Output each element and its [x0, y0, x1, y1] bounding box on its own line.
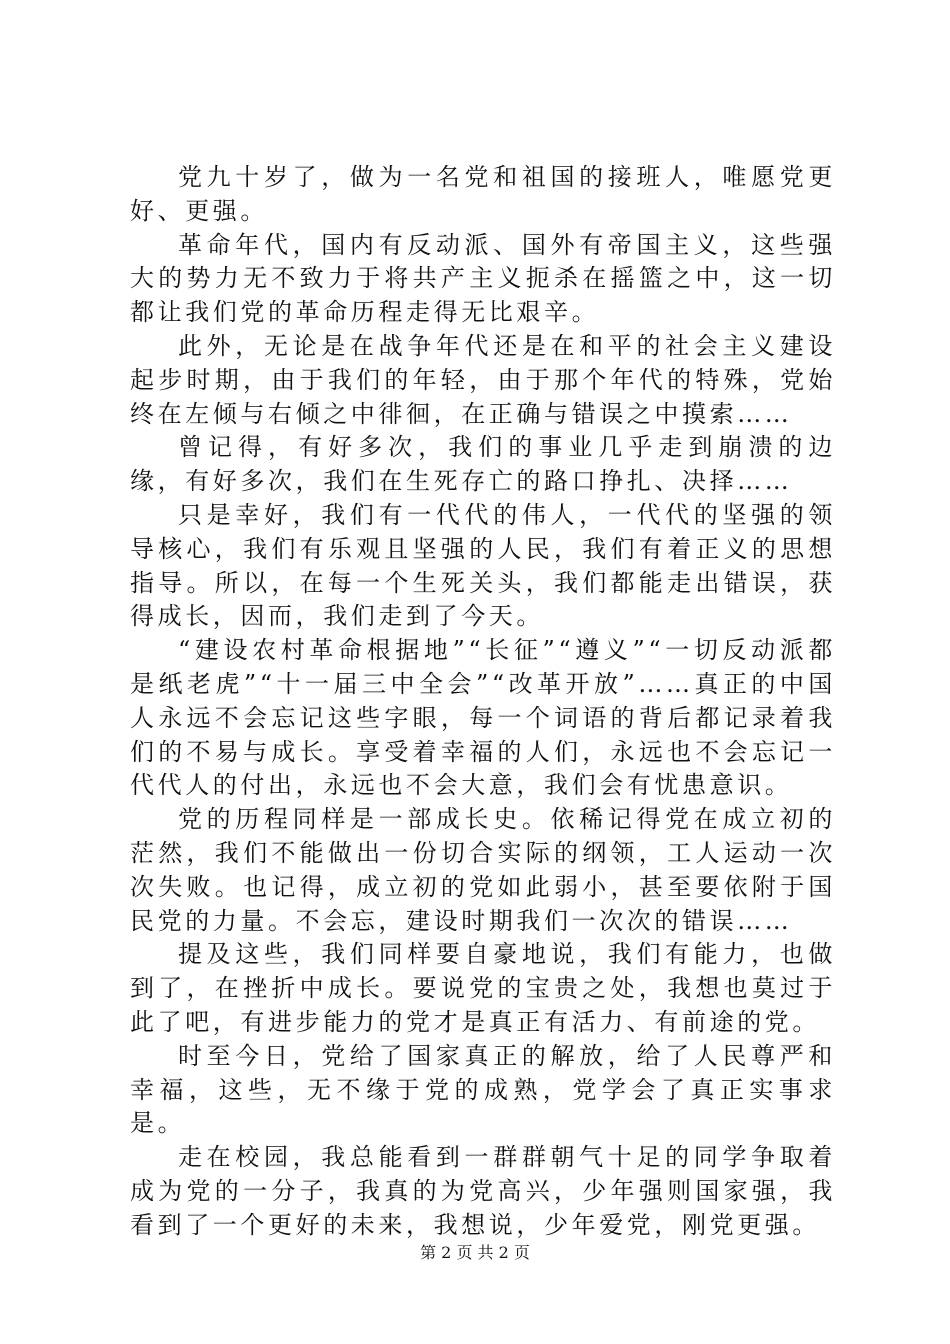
paragraph: “建设农村革命根据地”“长征”“遵义”“一切反动派都是纸老虎”“十一届三中全会”“改革开放”……真正的中国人永远不会忘记这些字眼，每一个词语的背后都记录着我们的不易与成长。享受着幸福的人们，永远也不会忘记一代代人的付出，永远也不会大意，我们会有忧患意识。	[130, 636, 836, 800]
document-body	[130, 161, 836, 1243]
paragraph: 党的历程同样是一部成长史。依稀记得党在成立初的茫然，我们不能做出一份切合实际的纲领，工人运动一次次失败。也记得，成立初的党如此弱小，甚至要依附于国民党的力量。不会忘，建设时期我们一次次的错误……	[130, 805, 836, 935]
paragraph: 提及这些，我们同样要自豪地说，我们有能力，也做到了，在挫折中成长。要说党的宝贵之处，我想也莫过于此了吧，有进步能力的党才是真正有活力、有前途的党。	[130, 940, 836, 1036]
paragraph: 党九十岁了，做为一名党和祖国的接班人，唯愿党更好、更强。	[130, 163, 836, 225]
paragraph: 只是幸好，我们有一代代的伟人，一代代的坚强的领导核心，我们有乐观且坚强的人民，我们有着正义的思想指导。所以，在每一个生死关头，我们都能走出错误，获得成长，因而，我们走到了今天。	[130, 500, 836, 631]
paragraph: 此外，无论是在战争年代还是在和平的社会主义建设起步时期，由于我们的年轻，由于那个年代的特殊，党始终在左倾与右倾之中徘徊，在正确与错误之中摸索……	[130, 331, 836, 428]
paragraph: 革命年代，国内有反动派、国外有帝国主义，这些强大的势力无不致力于将共产主义扼杀在摇篮之中，这一切都让我们党的革命历程走得无比艰辛。	[130, 230, 836, 327]
paragraph: 走在校园，我总能看到一群群朝气十足的同学争取着成为党的一分子，我真的为党高兴，少年强则国家强，我看到了一个更好的未来，我想说，少年爱党，刚党更强。	[130, 1143, 836, 1239]
paragraph: 时至今日，党给了国家真正的解放，给了人民尊严和幸福，这些，无不缘于党的成熟，党学会了真正实事求是。	[130, 1041, 836, 1138]
page-number-footer: 第 2 页 共 2 页	[420, 1243, 530, 1262]
paragraph: 曾记得，有好多次，我们的事业几乎走到崩溃的边缘，有好多次，我们在生死存亡的路口挣扎、决择……	[130, 433, 836, 496]
